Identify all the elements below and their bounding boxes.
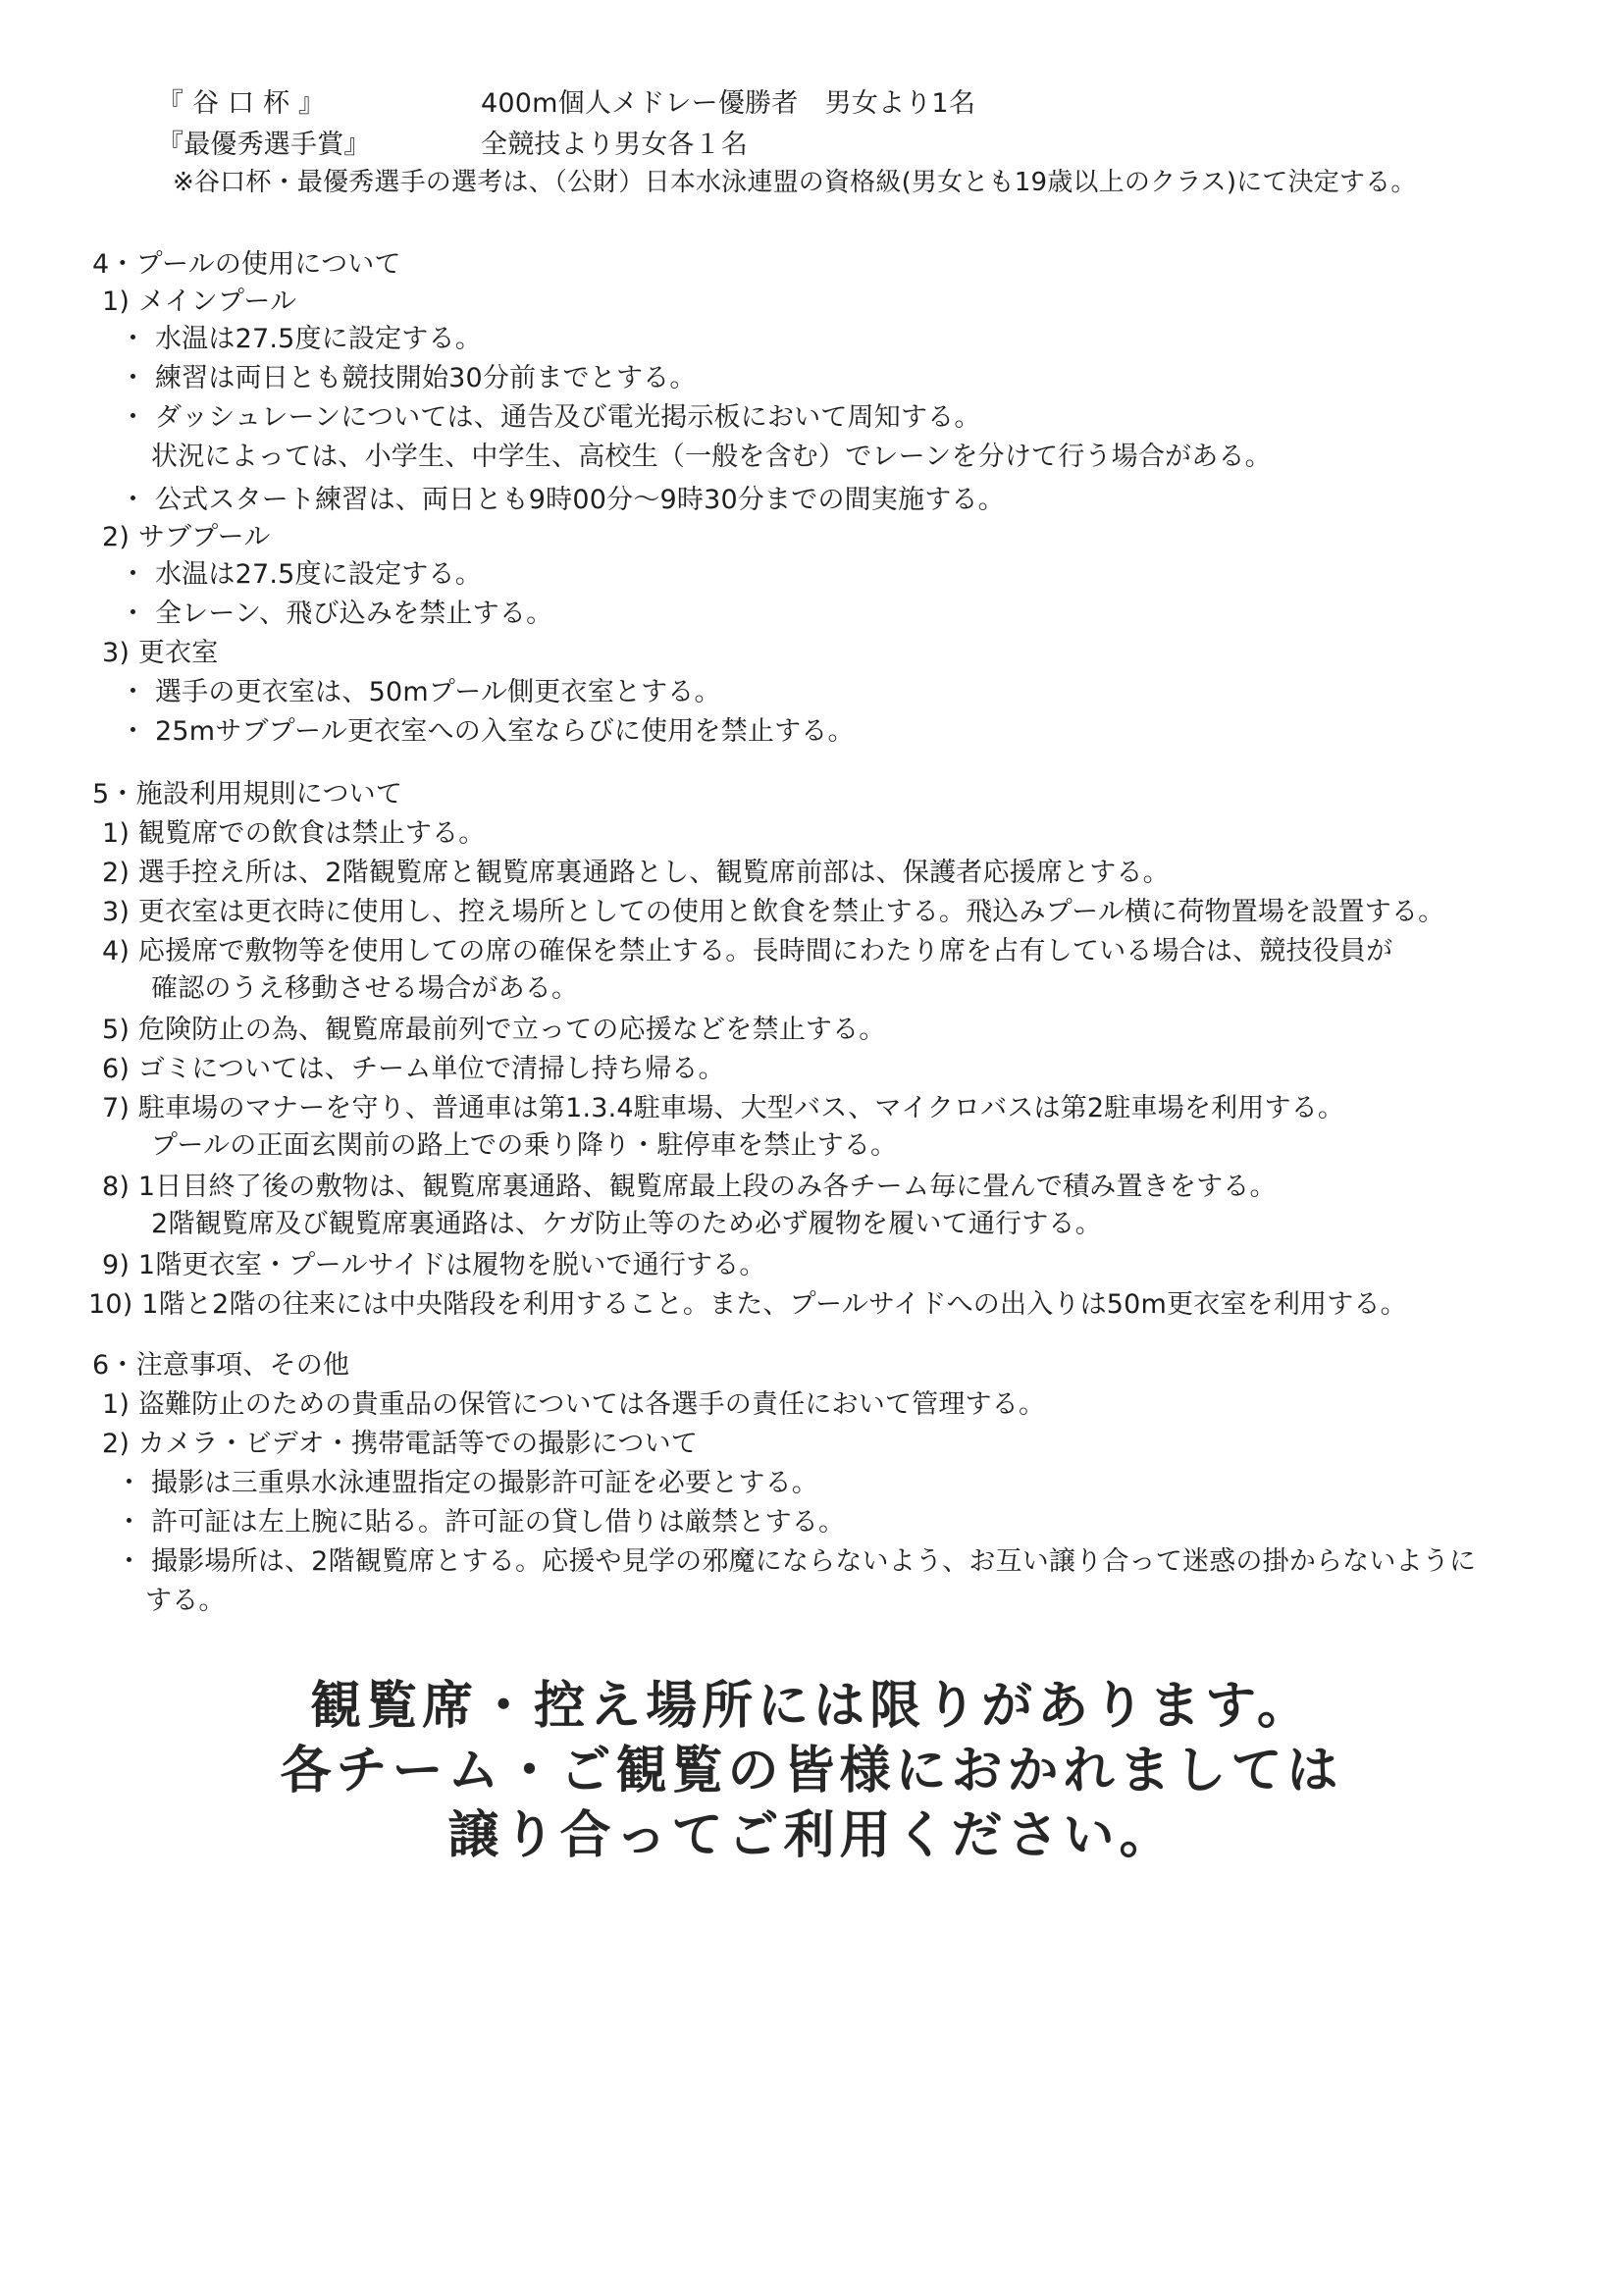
taniguchi-cup-text: 400m個人メドレー優勝者 男女より1名 xyxy=(481,88,976,119)
facility-rule: 9) 1階更衣室・プールサイドは履物を脱いで通行する。 xyxy=(102,1250,766,1280)
facility-rule-continued: 確認のうえ移動させる場合がある。 xyxy=(151,973,579,1004)
main-pool-item: ・ 水温は27.5度に設定する。 xyxy=(120,324,482,354)
taniguchi-cup-label: 『 谷 口 杯 』 xyxy=(157,88,326,119)
facility-rule: 1) 観覧席での飲食は禁止する。 xyxy=(102,818,486,849)
notice-line-1: 観覧席・控え場所には限りがあります。 xyxy=(310,1677,1313,1736)
sub-pool-heading: 2) サブプール xyxy=(102,522,271,552)
sub-pool-item: ・ 全レーン、飛び込みを禁止する。 xyxy=(120,599,553,629)
main-pool-item-continued: 状況によっては、小学生、中学生、高校生（一般を含む）でレーンを分けて行う場合がある。 xyxy=(151,442,1272,472)
photo-rule: ・ 許可証は左上腕に貼る。許可証の貸し借りは厳禁とする。 xyxy=(116,1507,846,1538)
mvp-award-label: 『最優秀選手賞』 xyxy=(157,130,371,160)
main-pool-item: ・ ダッシュレーンについては、通告及び電光掲示板において周知する。 xyxy=(120,402,981,433)
note-item: 1) 盗難防止のための貴重品の保管については各選手の責任において管理する。 xyxy=(102,1389,1046,1420)
photo-rule: ・ 撮影は三重県水泳連盟指定の撮影許可証を必要とする。 xyxy=(116,1468,818,1498)
section-4-title: 4・プールの使用について xyxy=(92,249,401,280)
main-pool-item: ・ 公式スタート練習は、両日とも9時00分～9時30分までの間実施する。 xyxy=(120,485,1005,515)
mvp-award-text: 全競技より男女各１名 xyxy=(481,130,748,160)
section-6-title: 6・注意事項、その他 xyxy=(92,1350,350,1381)
sub-pool-item: ・ 水温は27.5度に設定する。 xyxy=(120,559,482,590)
facility-rule: 4) 応援席で敷物等を使用しての席の確保を禁止する。長時間にわたり席を占有している場合は、競技役員が xyxy=(102,936,1393,966)
locker-room-item: ・ 選手の更衣室は、50mプール側更衣室とする。 xyxy=(120,677,721,707)
facility-rule: 8) 1日目終了後の敷物は、観覧席裏通路、観覧席最上段のみ各チーム毎に畳んで積み置きをする。 xyxy=(102,1172,1277,1202)
facility-rule-continued: プールの正面玄関前の路上での乗り降り・駐停車を禁止する。 xyxy=(151,1130,898,1161)
awards-note: ※谷口杯・最優秀選手の選考は、（公財）日本水泳連盟の資格級(男女とも19歳以上のクラス)にて決定する。 xyxy=(173,168,1417,197)
photo-rule: ・ 撮影場所は、2階観覧席とする。応援や見学の邪魔にならないよう、お互い譲り合って迷惑の掛からないように xyxy=(116,1546,1477,1577)
main-pool-item: ・ 練習は両日とも競技開始30分前までとする。 xyxy=(120,363,697,393)
facility-rule: 6) ゴミについては、チーム単位で清掃し持ち帰る。 xyxy=(102,1054,725,1084)
note-item: 2) カメラ・ビデオ・携帯電話等での撮影について xyxy=(102,1429,699,1459)
locker-room-heading: 3) 更衣室 xyxy=(102,638,219,668)
photo-rule-continued: する。 xyxy=(145,1586,226,1616)
facility-rule: 2) 選手控え所は、2階観覧席と観覧席裏通路とし、観覧席前部は、保護者応援席とする。 xyxy=(102,858,1170,888)
facility-rule-continued: 2階観覧席及び観覧席裏通路は、ケガ防止等のため必ず履物を履いて通行する。 xyxy=(151,1209,1102,1239)
facility-rule: 10) 1階と2階の往来には中央階段を利用すること。また、プールサイドへの出入りは50m更衣室を利用する。 xyxy=(88,1289,1407,1320)
locker-room-item: ・ 25mサブプール更衣室への入室ならびに使用を禁止する。 xyxy=(120,716,855,747)
facility-rule: 5) 危険防止の為、観覧席最前列で立っての応援などを禁止する。 xyxy=(102,1015,886,1045)
notice-line-3: 譲り合ってご利用ください。 xyxy=(447,1806,1176,1865)
notice-line-2: 各チーム・ご観覧の皆様におかれましては xyxy=(280,1742,1343,1800)
section-5-title: 5・施設利用規則について xyxy=(92,779,403,809)
facility-rule: 3) 更衣室は更衣時に使用し、控え場所としての使用と飲食を禁止する。飛込みプール横に荷物置場を設置する。 xyxy=(102,897,1445,927)
facility-rule: 7) 駐車場のマナーを守り、普通車は第1.3.4駐車場、大型バス、マイクロバスは第2駐車場を利用する。 xyxy=(102,1093,1345,1123)
main-pool-heading: 1) メインプール xyxy=(102,287,297,317)
